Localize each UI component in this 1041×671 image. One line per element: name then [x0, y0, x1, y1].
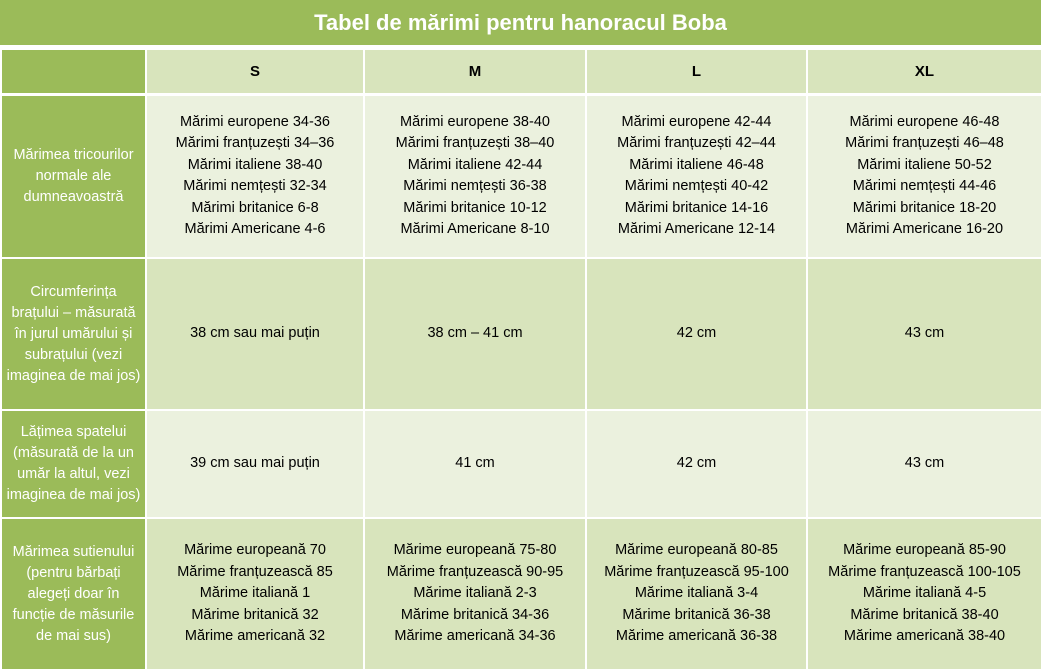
cell-line: Mărime britanică 34-36 [400, 606, 550, 623]
chart-title: Tabel de mărimi pentru hanoracul Boba [0, 0, 1041, 48]
cell-line: Mărimi Americane 12-14 [617, 221, 776, 238]
table-cell [586, 94, 807, 258]
cell-line: Mărime americană 34-36 [394, 628, 556, 645]
cell-line: Mărimi italiene 50-52 [857, 156, 992, 173]
cell-line: Mărime britanică 32 [191, 606, 319, 623]
cell-line: 43 cm [904, 455, 945, 472]
table-cell [586, 410, 807, 518]
cell-line: Mărimi Americane 8-10 [400, 221, 550, 238]
row-label: Lățimea spatelui (măsurată de la un umăr la altul, vezi imaginea de mai jos) [1, 410, 146, 518]
cell-line: Mărimi nemțești 40-42 [624, 178, 769, 195]
cell-line: Mărimi Americane 4-6 [184, 221, 326, 238]
cell-line: Mărime italiană 3-4 [634, 585, 759, 602]
cell-line: Mărimi italiene 46-48 [629, 156, 764, 173]
cell-line: Mărime americană 38-40 [843, 628, 1006, 645]
cell-line: 41 cm [455, 455, 495, 472]
cell-line: Mărime europeană 70 [184, 542, 326, 559]
cell-line: Mărimi europene 42-44 [621, 113, 772, 130]
cell-line: Mărimi europene 38-40 [400, 113, 550, 130]
cell-line: 39 cm sau mai puțin [190, 455, 320, 472]
cell-line: Mărime italiană 2-3 [413, 585, 537, 602]
cell-line: Mărimi franțuzești 46–48 [845, 135, 1004, 152]
cell-line: Mărimi britanice 18-20 [852, 199, 997, 216]
cell-line: 42 cm [676, 455, 717, 472]
cell-line: Mărime franțuzească 95-100 [604, 563, 789, 580]
size-header-l: L [586, 49, 807, 94]
table-cell [586, 258, 807, 410]
table-cell [807, 410, 1041, 518]
table-cell [364, 410, 586, 518]
table-cell [586, 518, 807, 670]
cell-line: Mărime italiană 4-5 [862, 585, 987, 602]
cell-line: Mărime britanică 36-38 [622, 606, 771, 623]
table-cell [146, 94, 364, 258]
cell-line: Mărime americană 36-38 [615, 628, 778, 645]
cell-line: Mărimi franțuzești 34–36 [175, 135, 335, 152]
size-header-s: S [146, 49, 364, 94]
table-cell [807, 258, 1041, 410]
row-label: Mărimea sutienului (pentru bărbați alegeți doar în funcție de măsurile de mai sus) [1, 518, 146, 670]
cell-line: Mărimi franțuzești 38–40 [395, 135, 555, 152]
table-row [1, 518, 1041, 670]
table-row [1, 258, 1041, 410]
cell-line: Mărimi franțuzești 42–44 [617, 135, 776, 152]
cell-line: Mărimi italiene 38-40 [187, 156, 323, 173]
cell-line: Mărimi britanice 10-12 [403, 199, 547, 216]
table-cell [146, 258, 364, 410]
cell-line: Mărimi britanice 14-16 [624, 199, 769, 216]
size-table [0, 48, 1041, 671]
cell-line: 43 cm [904, 325, 945, 342]
cell-line: Mărime franțuzească 90-95 [386, 563, 564, 580]
cell-line: Mărime europeană 75-80 [393, 542, 557, 559]
table-cell [146, 410, 364, 518]
row-label: Mărimea tricourilor normale ale dumneavoastră [1, 94, 146, 258]
table-cell [364, 94, 586, 258]
cell-line: Mărime italiană 1 [199, 585, 311, 602]
cell-line: Mărimi nemțești 36-38 [403, 178, 547, 195]
table-cell [364, 258, 586, 410]
cell-line: Mărime europeană 85-90 [843, 542, 1006, 559]
cell-line: Mărimi europene 46-48 [849, 113, 1000, 130]
size-header-m: M [364, 49, 586, 94]
cell-line: Mărimi britanice 6-8 [191, 199, 319, 216]
cell-line: Mărimi Americane 16-20 [845, 221, 1004, 238]
table-cell [807, 94, 1041, 258]
table-cell [364, 518, 586, 670]
cell-line: Mărimi nemțești 32-34 [183, 178, 327, 195]
cell-line: Mărime franțuzească 100-105 [828, 563, 1021, 580]
cell-line: 38 cm sau mai puțin [190, 325, 320, 342]
corner-cell [1, 49, 146, 94]
cell-line: Mărime britanică 38-40 [850, 606, 999, 623]
row-label: Circumferința brațului – măsurată în jurul umărului și subrațului (vezi imaginea de mai jos) [1, 258, 146, 410]
cell-line: Mărimi italiene 42-44 [407, 156, 543, 173]
table-row [1, 410, 1041, 518]
cell-line: 42 cm [676, 325, 717, 342]
cell-line: 38 cm – 41 cm [427, 325, 523, 342]
table-cell [807, 518, 1041, 670]
cell-line: Mărime europeană 80-85 [615, 542, 778, 559]
table-row [1, 94, 1041, 258]
size-header-row [1, 49, 1041, 94]
cell-line: Mărime americană 32 [184, 628, 326, 645]
cell-line: Mărimi nemțești 44-46 [852, 178, 997, 195]
cell-line: Mărimi europene 34-36 [180, 113, 330, 130]
table-cell [146, 518, 364, 670]
size-header-xl: XL [807, 49, 1041, 94]
cell-line: Mărime franțuzească 85 [177, 563, 333, 580]
